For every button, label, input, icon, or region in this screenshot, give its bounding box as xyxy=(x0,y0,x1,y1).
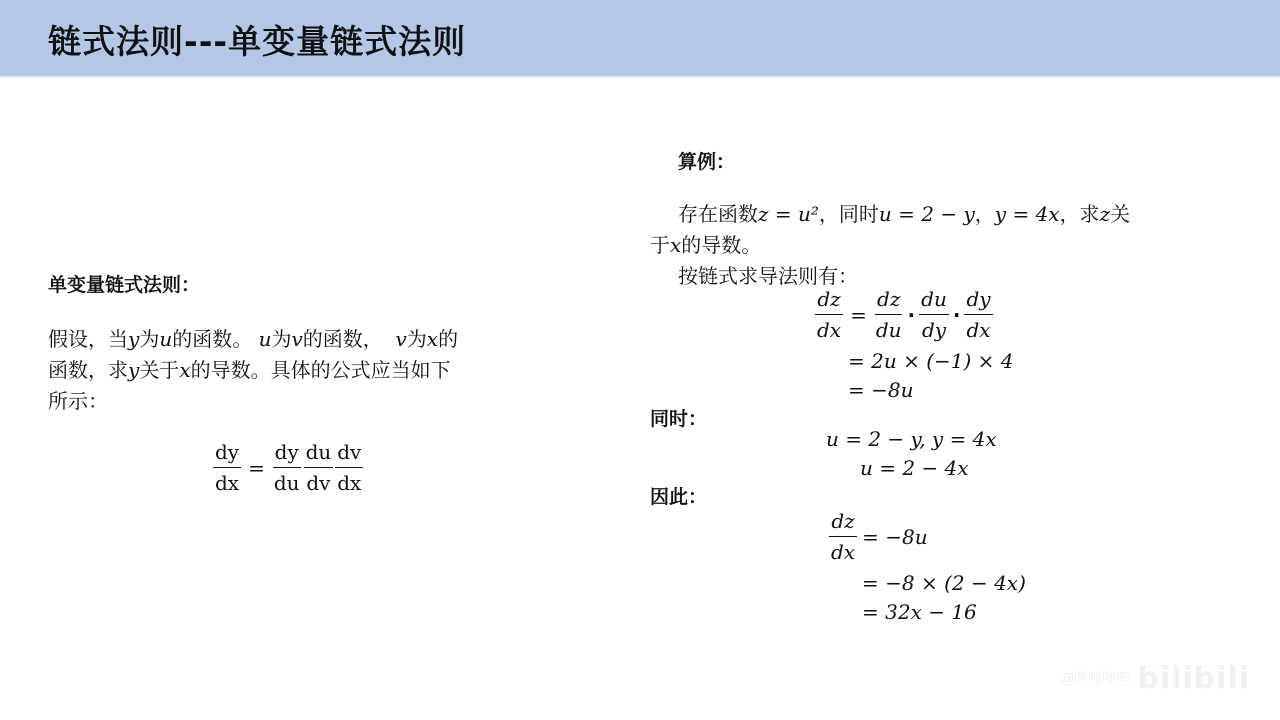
chain-rule-formula xyxy=(212,437,364,498)
result-line-1 xyxy=(828,506,1026,567)
text: 的函数， xyxy=(302,327,383,351)
equals-sign: = xyxy=(850,302,867,327)
result-step-3: = 32x − 16 xyxy=(862,600,977,624)
multiply-dot: · xyxy=(907,302,916,327)
numerator: du xyxy=(919,284,949,315)
text: 函数，求 xyxy=(48,358,128,382)
equals-sign: = xyxy=(248,455,265,480)
watermark-user-text: @哔哩哔哩 xyxy=(1060,671,1130,687)
title-bar xyxy=(0,0,1280,77)
substitution-line-2: u = 2 − 4x xyxy=(860,456,969,480)
result-step-2: = −8 × (2 − 4x) xyxy=(862,571,1026,595)
denominator: dx xyxy=(215,471,240,495)
var-u: u xyxy=(258,327,272,351)
result-step-1: = −8u xyxy=(862,524,928,549)
var-u: u xyxy=(159,327,173,351)
substitution-block xyxy=(826,425,997,483)
example-problem xyxy=(650,199,1230,292)
definition-paragraph xyxy=(48,324,538,417)
var-v: v xyxy=(291,327,303,351)
var-x: x xyxy=(670,233,682,257)
paragraph-line-1 xyxy=(48,324,538,355)
numerator: dy xyxy=(273,437,301,468)
text: 的导数。 xyxy=(681,233,762,257)
section-heading-single-variable: 单变量链式法则： xyxy=(48,274,201,296)
text: 关 xyxy=(1110,202,1131,226)
fraction-dz-dx xyxy=(815,284,843,345)
denominator: dx xyxy=(966,318,991,342)
var-y: y xyxy=(128,327,140,351)
denominator: dx xyxy=(337,471,362,495)
derivation-step-3: = −8u xyxy=(848,378,914,402)
problem-line-2 xyxy=(650,230,1230,261)
numerator: dy xyxy=(964,284,992,315)
text: 关于 xyxy=(139,358,180,382)
denominator: du xyxy=(273,471,300,495)
fraction-dy-du xyxy=(272,437,302,498)
text: 为 xyxy=(139,327,160,351)
fraction-dy-dx xyxy=(213,437,241,498)
fraction-dz-dx xyxy=(829,506,857,567)
text: ，同时 xyxy=(818,202,879,226)
var-x: x xyxy=(426,327,439,351)
fraction-dv-dx xyxy=(335,437,363,498)
text: ， xyxy=(974,202,995,226)
therefore-heading: 因此： xyxy=(650,486,708,508)
numerator: du xyxy=(304,437,334,468)
fraction-dz-du xyxy=(874,284,904,345)
text: 的导数。具体的公式应当如下 xyxy=(190,358,451,382)
fraction-dy-dx xyxy=(964,284,992,345)
equation-u: u = 2 − y xyxy=(878,202,975,226)
numerator: dv xyxy=(335,437,363,468)
derivation-step-2: = 2u × (−1) × 4 xyxy=(848,349,1014,373)
problem-line-1 xyxy=(650,199,1230,230)
problem-line-3: 按链式求导法则有： xyxy=(678,264,858,288)
denominator: dx xyxy=(831,540,856,564)
numerator: dz xyxy=(815,284,842,315)
paragraph-line-3: 所示： xyxy=(48,389,108,413)
text: 的函数。 xyxy=(172,327,253,351)
denominator: dx xyxy=(817,318,842,342)
substitution-line-1: u = 2 − y, y = 4x xyxy=(826,427,997,451)
chain-rule-application xyxy=(814,284,1013,345)
equation-y: y = 4x xyxy=(994,202,1060,226)
derivation-2 xyxy=(828,506,1026,627)
var-y: y xyxy=(128,358,140,382)
text: ，求 xyxy=(1059,202,1100,226)
bilibili-logo-watermark: bilibili xyxy=(1137,661,1250,696)
fraction-du-dv xyxy=(304,437,334,498)
var-z: z xyxy=(1099,202,1111,226)
multiply-dot: · xyxy=(952,302,961,327)
var-v: v xyxy=(395,327,407,351)
numerator: dz xyxy=(829,506,856,537)
text: 假设，当 xyxy=(48,327,128,351)
fraction-du-dy xyxy=(919,284,949,345)
example-heading: 算例： xyxy=(678,151,736,173)
denominator: dv xyxy=(306,471,331,495)
denominator: du xyxy=(875,318,902,342)
var-x: x xyxy=(179,358,191,382)
slide-title: 链式法则---单变量链式法则 xyxy=(48,22,467,61)
equation-z: z = u² xyxy=(758,202,819,226)
text: 为 xyxy=(406,327,427,351)
numerator: dz xyxy=(875,284,902,315)
numerator: dy xyxy=(213,437,241,468)
derivation-1 xyxy=(814,284,1013,405)
text: 存在函数 xyxy=(678,202,758,226)
text: 为 xyxy=(271,327,292,351)
paragraph-line-2 xyxy=(48,355,538,386)
text: 的 xyxy=(438,327,459,351)
denominator: dy xyxy=(921,318,947,342)
text: 于 xyxy=(650,233,670,257)
meanwhile-heading: 同时： xyxy=(650,408,708,430)
